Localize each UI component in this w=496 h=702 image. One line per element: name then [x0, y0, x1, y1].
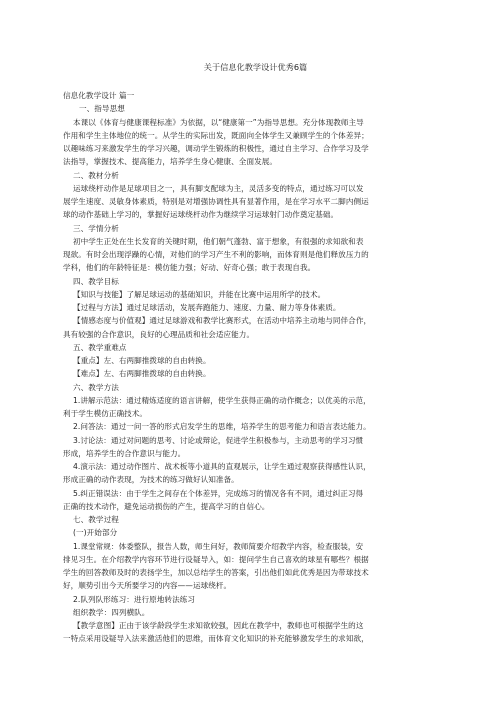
text-line: 【难点】左、右两脚推拨球的自由转换。 — [73, 369, 211, 379]
text-line: 初中学生正处在生长发育的关键时期，他们朝气蓬勃、富于想象，有很强的求知欲和表 — [73, 236, 364, 246]
text-line: 【情感态度与价值观】通过足球游戏和教学比赛形式，在活动中培养主动地与同伴合作， — [73, 316, 372, 326]
text-line: 2.问答法：通过一问一答的形式启发学生的思维，培养学生的思考能力和语言表达能力。 — [73, 422, 371, 432]
text-line: 信息化教学设计 篇一 — [63, 91, 135, 100]
text-line: 三、学情分析 — [73, 223, 119, 233]
text-line: 3.讨论法：通过对问题的思考、讨论或辩论，促进学生积极参与，主动思考的学习习惯 — [73, 435, 364, 445]
text-line: 2.队列队形练习：进行原地转法练习 — [73, 594, 195, 604]
text-line: 组织教学：四列横队。 — [73, 607, 150, 617]
text-line: 展学生速度、灵敏身体素质，特别是对增强协调性具有显著作用，是在学习水平二脚内侧运 — [63, 197, 369, 206]
text-line: 1.讲解示范法：通过精炼适度的语言讲解，使学生获得正确的动作概念；以优美的示范， — [73, 395, 371, 405]
text-line: 六、教学方法 — [73, 382, 119, 392]
text-line: 一、指导思想 — [79, 104, 125, 114]
text-line: 好，顺势引出今天所要学习的内容——运球绕杆。 — [63, 581, 232, 591]
text-line: 4.演示法：通过动作图片、战术板等小道具的直观展示，让学生通过观察获得感性认识， — [73, 462, 371, 471]
text-line: 学科，他们的年龄特征是：模仿能力强；好动、好奇心强；敢于表现自我。 — [63, 263, 316, 273]
text-line: 球的动作基础上学习的，掌握好运球绕杆动作为继续学习运球射门动作奠定基础。 — [63, 210, 339, 220]
text-line: 二、教材分析 — [73, 170, 119, 180]
text-line: 以趣味练习来激发学生的学习兴趣，调动学生锻炼的积极性，通过自主学习、合作学习及学 — [63, 144, 369, 153]
text-line: 一特点采用设疑导入法来激活他们的思维，而体育文化知识的补充能够激发学生的求知欲， — [63, 634, 369, 644]
text-line: 五、教学重难点 — [73, 342, 127, 352]
text-line: 作用和学生主体地位的统一。从学生的实际出发，既面向全体学生又兼顾学生的个体差异； — [63, 130, 369, 140]
text-line: 【重点】左、右两脚推拨球的自由转换。 — [73, 356, 211, 365]
text-line: 排见习生。在介绍教学内容环节进行设疑导入，如：提问学生自己喜欢的球星有哪些？根据 — [63, 554, 369, 564]
text-line: 形成，培养学生的合作意识与能力。 — [63, 448, 186, 458]
text-line: 正确的技术动作，避免运动损伤的产生，提高学习的自信心。 — [63, 501, 270, 511]
text-line: (一)开始部分 — [73, 528, 118, 538]
text-line: 本课以《体育与健康课程标准》为依据，以“健康第一”为指导思想。充分体现教师主导 — [73, 117, 364, 127]
text-line: 现欲。有时会出现浮躁的心情，对他们的学习产生不利的影响，而体育则是他们释放压力的 — [63, 250, 369, 259]
text-line: 具有较强的合作意识，良好的心理品质和社会适应能力。 — [63, 329, 255, 339]
text-line: 1.课堂常规：体委整队，报告人数，师生问好，教师简要介绍教学内容，检查服装，安 — [73, 541, 364, 551]
text-line: 【知识与技能】了解足球运动的基础知识，并能在比赛中运用所学的技术。 — [73, 289, 326, 299]
text-line: 运球绕杆动作是足球项目之一，具有脚支配球为主，灵活多变的特点，通过练习可以发 — [73, 183, 364, 193]
text-line: 法指导，掌握技术、提高能力，培养学生身心健康、全面发展。 — [63, 157, 278, 167]
document-title: 关于信息化教学设计优秀6篇 — [203, 62, 308, 72]
text-line: 5.纠正错误法：由于学生之间存在个体差异，完成练习的情况各有不同，通过纠正习得 — [73, 488, 364, 498]
text-line: 【过程与方法】通过足球活动，发展奔跑能力、速度、力量、耐力等身体素质。 — [73, 303, 341, 312]
text-line: 【教学意图】正由于该学龄段学生求知欲较强，因此在教学中，教师也可根据学生的这 — [73, 621, 364, 630]
text-line: 四、教学目标 — [73, 276, 119, 286]
text-line: 七、教学过程 — [73, 515, 119, 524]
text-line: 利于学生模仿正确技术。 — [63, 409, 148, 418]
document-body — [63, 89, 444, 646]
text-line: 形成正确的动作表现，为技术的练习做好认知准备。 — [63, 475, 239, 485]
text-line: 学生的回答教师及时的表扬学生，加以总结学生的答案，引出他们如此优秀是因为带球技术 — [63, 568, 369, 577]
